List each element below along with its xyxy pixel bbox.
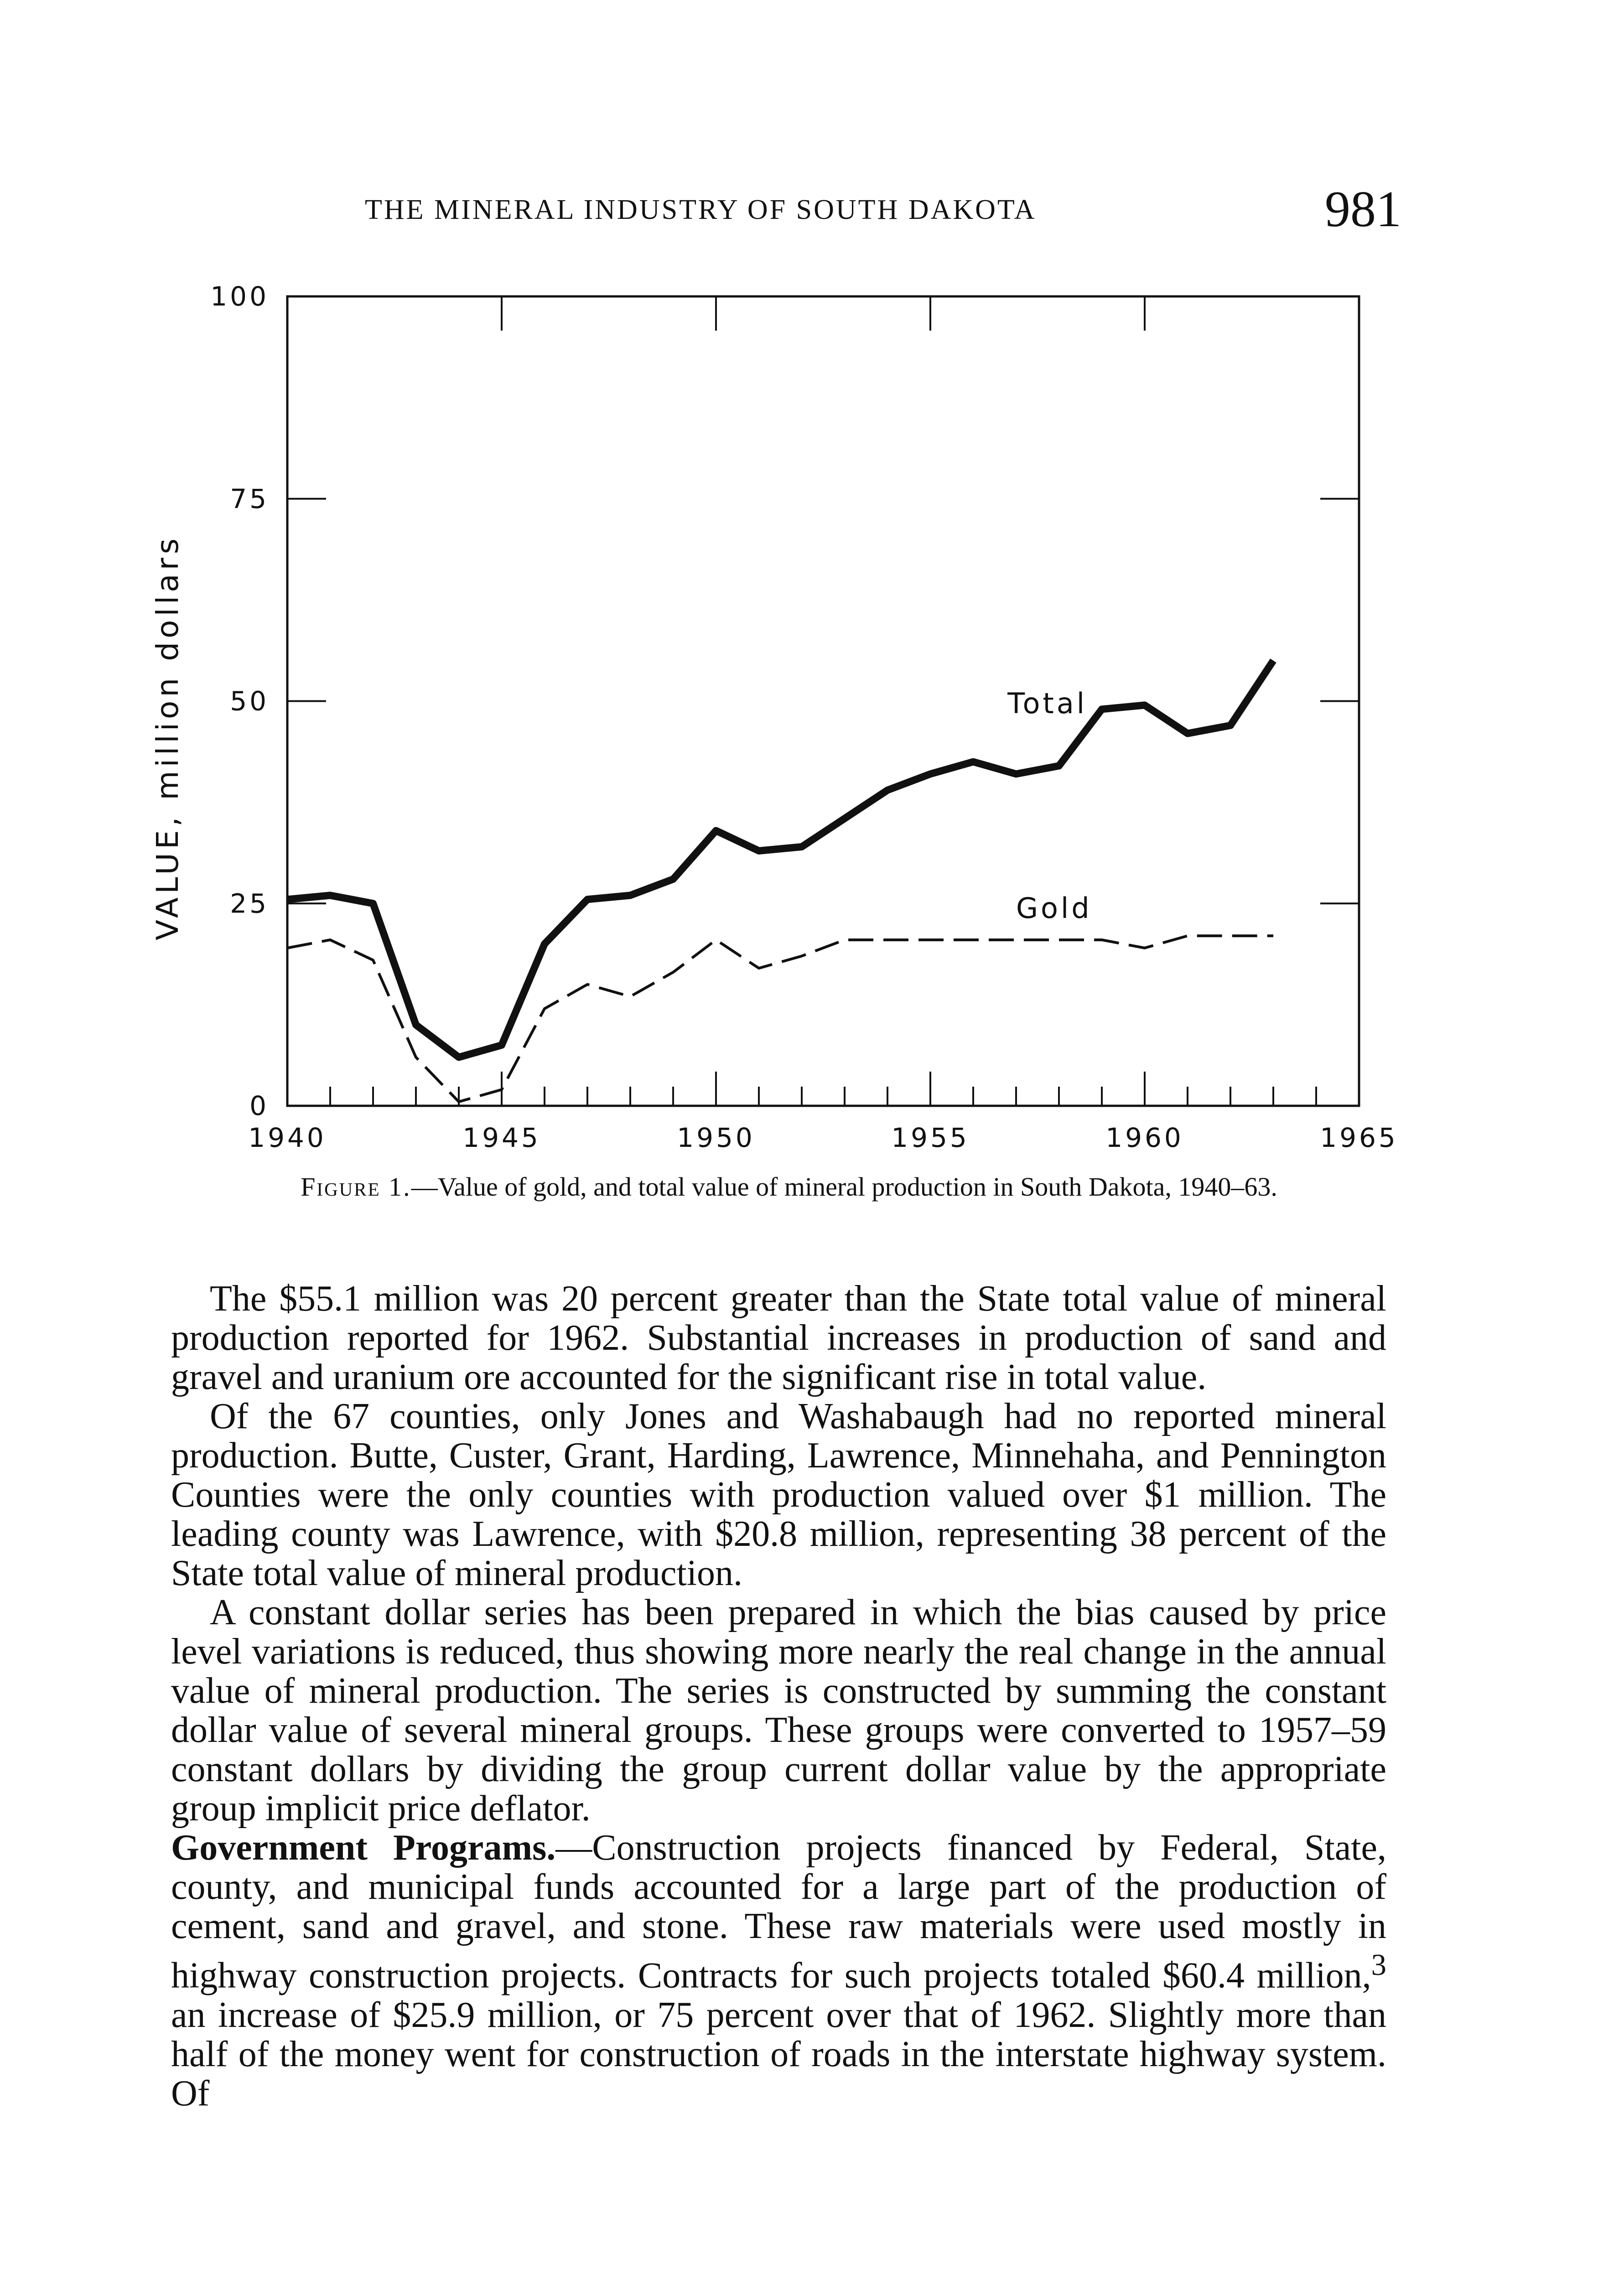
x-tick-label-1960: 1960 — [1105, 1122, 1184, 1153]
series-label-gold: Gold — [1016, 891, 1092, 925]
x-tick-label-1955: 1955 — [891, 1122, 970, 1153]
page-number: 981 — [1325, 181, 1401, 238]
plot-border — [287, 296, 1359, 1106]
figure-1-chart — [137, 269, 1437, 1163]
figure-caption-text: —Value of gold, and total value of mineral production in South Dakota, 1940–63. — [411, 1172, 1277, 1202]
paragraph-4-text-b: an increase of $25.9 million, or 75 percent over that of 1962. Slightly more than half of the money went for construction of roads in the interstate highway system. Of — [171, 1995, 1386, 2114]
footnote-reference: 3 — [1371, 1948, 1386, 1982]
y-axis-label: VALUE, million dollars — [150, 534, 185, 941]
series-layer — [287, 661, 1273, 1102]
x-tick-label-1945: 1945 — [462, 1122, 541, 1153]
series-label-total: Total — [1007, 687, 1088, 720]
y-tick-label-25: 25 — [230, 888, 269, 919]
running-head: THE MINERAL INDUSTRY OF SOUTH DAKOTA — [365, 194, 1037, 225]
plot-frame — [287, 296, 1359, 1106]
series-line-gold — [287, 936, 1273, 1102]
x-tick-label-1965: 1965 — [1320, 1122, 1398, 1153]
series-line-total — [287, 661, 1273, 1057]
paragraph-4-text-a: —Construction projects financed by Federal, State, county, and municipal funds accounted for a large part of the production of cement, sand and gravel, and stone. These raw materials were used mostly in highway construction projects. Contracts for such projects totaled $60.4 million, — [171, 1828, 1387, 1996]
axis-ticks — [287, 296, 1359, 1106]
y-tick-label-50: 50 — [230, 685, 269, 717]
x-tick-label-1940: 1940 — [248, 1122, 327, 1153]
figure-caption — [242, 1172, 1336, 1202]
paragraph-4 — [171, 1828, 1386, 2113]
section-heading-government-programs: Government Programs. — [171, 1828, 556, 1868]
axis-tick-labels — [210, 281, 1398, 1153]
paragraph-1: The $55.1 million was 20 percent greater than the State total value of mineral production reported for 1962. Substantial increases in production of sand and gravel and uranium ore accounted for the significant rise in total value. — [171, 1279, 1386, 1397]
y-tick-label-75: 75 — [230, 483, 269, 514]
y-tick-label-0: 0 — [249, 1090, 269, 1121]
x-tick-label-1950: 1950 — [677, 1122, 755, 1153]
body-text — [171, 1279, 1386, 2113]
y-tick-label-100: 100 — [210, 281, 269, 312]
paragraph-3: A constant dollar series has been prepared in which the bias caused by price level variations is reduced, thus showing more nearly the real change in the annual value of mineral production. The series is constructed by summing the constant dollar value of several mineral groups. These groups were converted to 1957–59 constant dollars by dividing the group current dollar value by the appropriate group implicit price deflator. — [171, 1592, 1386, 1829]
figure-label: Figure 1. — [301, 1172, 411, 1202]
paragraph-2: Of the 67 counties, only Jones and Washabaugh had no reported mineral production. Butte, Custer, Grant, Harding, Lawrence, Minnehaha, and Pennington Counties were the only counties with production valued over $1 million. The leading county was Lawrence, with $20.8 million, representing 38 percent of the State total value of mineral production. — [171, 1396, 1386, 1593]
